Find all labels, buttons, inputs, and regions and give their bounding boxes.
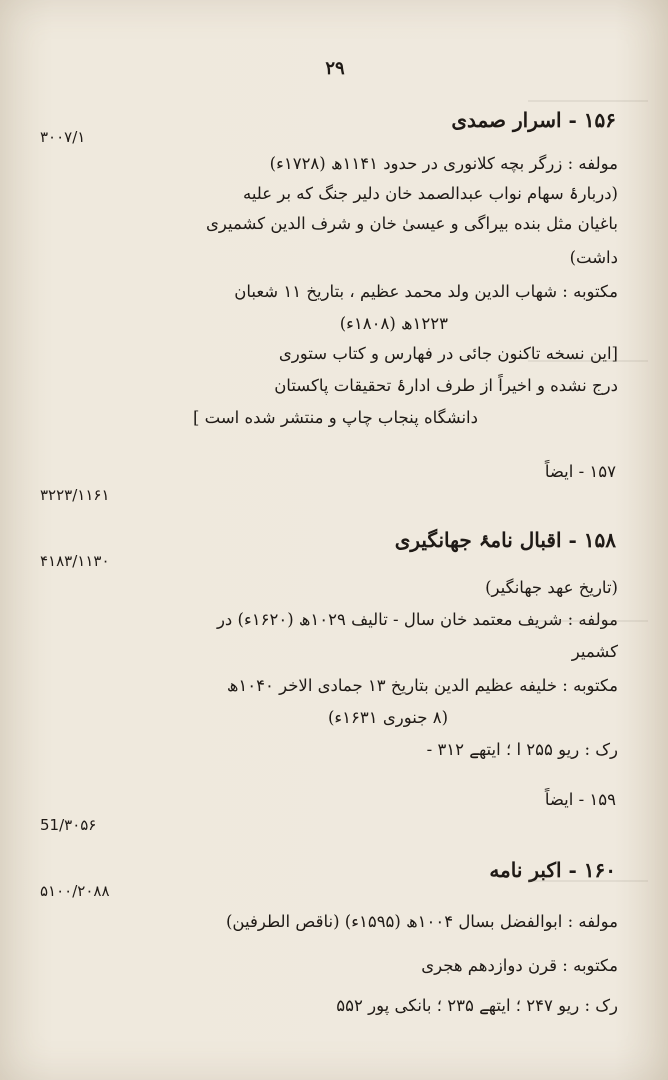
entry-heading: ۱۵۹ - ایضاً — [544, 790, 616, 809]
show-through-mark — [528, 360, 648, 362]
entry-heading: ۱۵۷ - ایضاً — [544, 462, 616, 481]
accession-number: 51/۳۰۵۶ — [40, 816, 97, 834]
entry-heading: ۱۵۶ - اسرار صمدی — [451, 108, 616, 132]
entry-line: مکتوبه : شهاب الدین ولد محمد عظیم ، بتاریخ ۱۱ شعبان — [234, 282, 618, 301]
entry-line: درج نشده و اخیراً از طرف ادارۂ تحقیقات پاکستان — [274, 376, 618, 395]
entry-line: رک : ریو ۲۵۵ ا ؛ ایتهے ۳۱۲ - — [426, 740, 618, 759]
entry-line: دانشگاه پنجاب چاپ و منتشر شده است ] — [192, 408, 478, 427]
entry-line: رک : ریو ۲۴۷ ؛ ایتهے ۲۳۵ ؛ بانکی پور ۵۵۲ — [336, 996, 618, 1015]
entry-heading: ۱۶۰ - اکبر نامه — [489, 858, 616, 882]
entry-line: مولفه : شریف معتمد خان سال - تالیف ۱۰۲۹ھ (۱۶۲۰ء) در — [216, 610, 618, 629]
entry-line: ۱۲۲۳ھ (۱۸۰۸ء) — [339, 314, 448, 333]
accession-number: ۵۱۰۰/۲۰۸۸ — [40, 882, 110, 900]
entry-line: (دربارۂ سهام نواب عبدالصمد خان دلیر جنگ که بر علیه — [242, 184, 618, 203]
show-through-mark — [528, 620, 648, 622]
entry-line: (تاریخ عهد جهانگیر) — [485, 578, 618, 597]
accession-number: ۳۲۲۳/۱۱۶۱ — [40, 486, 110, 504]
entry-line: داشت) — [569, 248, 618, 267]
accession-number: ۴۱۸۳/۱۱۳۰ — [40, 552, 110, 570]
entry-line: (۸ جنوری ۱۶۳۱ء) — [327, 708, 448, 727]
entry-heading: ۱۵۸ - اقبال نامۂ جهانگیری — [394, 528, 616, 552]
entry-line: [این نسخه تاکنون جائی در فهارس و کتاب ستوری — [278, 344, 618, 363]
entry-line: مولفه : ابوالفضل بسال ۱۰۰۴ھ (۱۵۹۵ء) (ناقص الطرفین) — [226, 912, 618, 931]
show-through-mark — [528, 100, 648, 102]
entry-line: مکتوبه : قرن دوازدهم هجری — [421, 956, 618, 975]
accession-number: ۳۰۰۷/۱ — [40, 128, 86, 146]
entry-line: مکتوبه : خلیفه عظیم الدین بتاریخ ۱۳ جمادی الاخر ۱۰۴۰ھ — [226, 676, 618, 695]
entry-line: مولفه : زرگر بچه کلانوری در حدود ۱۱۴۱ھ (۱۷۲۸ء) — [269, 154, 618, 173]
show-through-mark — [528, 880, 648, 882]
entry-line: باغیان مثل بنده بیراگی و عیسیٰ خان و شرف الدین کشمیری — [205, 214, 618, 233]
entry-line: کشمیر — [571, 642, 618, 661]
page-number: ۲۹ — [325, 58, 345, 79]
